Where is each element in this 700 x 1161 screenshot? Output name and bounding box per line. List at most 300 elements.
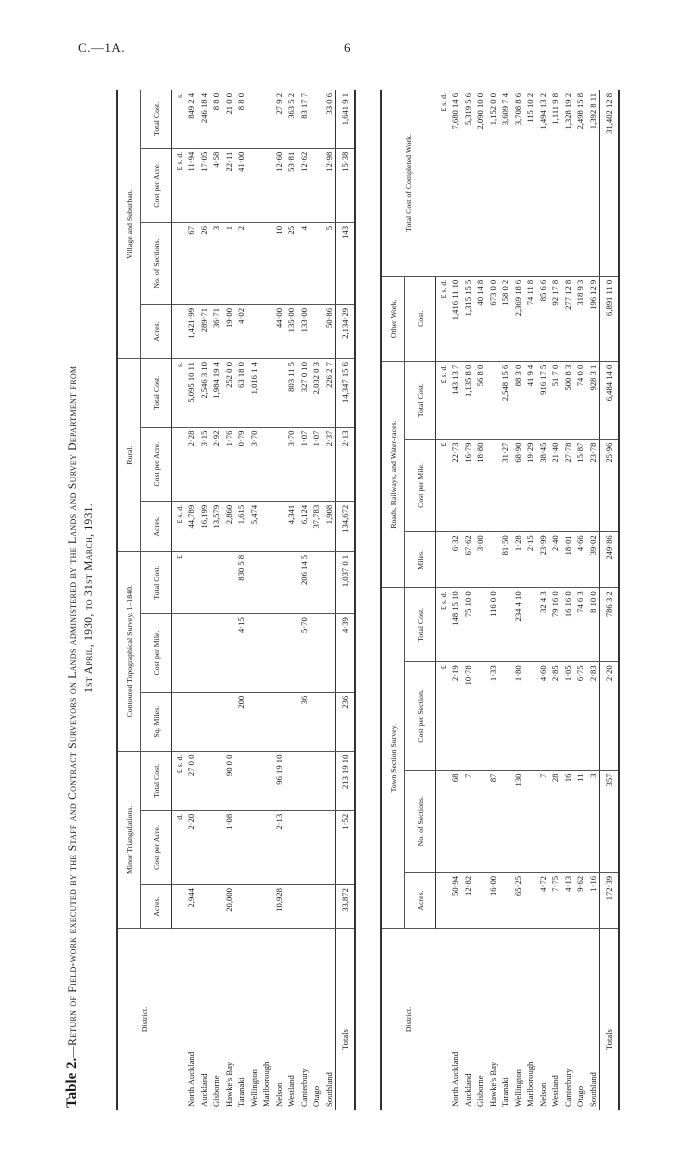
district-name: Southland <box>323 1072 334 1107</box>
table-cell <box>198 692 211 751</box>
table-cell: 3,609 7 4 <box>499 90 512 276</box>
table-cell: 2,860 <box>223 501 236 551</box>
unit-label: £ <box>172 551 186 613</box>
table-cell: 2,090 10 0 <box>474 90 487 276</box>
district-name: Taranaki <box>500 1077 510 1107</box>
table-cell: 92 17 8 <box>549 276 562 361</box>
table-cell: 2·40 <box>549 532 562 588</box>
table-cell: 65·25 <box>512 872 525 928</box>
table-cell: 115 10 2 <box>524 90 537 276</box>
table-cell: 75 10 0 <box>462 588 475 662</box>
district-name: Westland <box>286 1075 296 1107</box>
district-header: District. <box>404 1006 414 1033</box>
totals-cell: 2,134·29 <box>336 304 356 358</box>
totals-cell: 249·86 <box>600 532 620 588</box>
table-cell: 11·94 <box>185 148 198 222</box>
table-cell: 2·92 <box>210 427 223 501</box>
table-cell: 3·00 <box>474 532 487 588</box>
table-cell: 2,944 <box>185 885 198 929</box>
table-cell: 2·37 <box>323 427 336 501</box>
table-cell: 3,708 8 6 <box>512 90 525 276</box>
table-row <box>499 90 512 1110</box>
table-cell <box>285 614 298 693</box>
table-cell <box>210 810 223 884</box>
table-cell: 1·28 <box>512 532 525 588</box>
table-cell <box>298 885 311 929</box>
table-cell: 28 <box>549 770 562 872</box>
unit-label: £ s. d. <box>172 501 186 551</box>
table-cell: 8 8 0 <box>210 90 223 148</box>
table-cell: 19·00 <box>223 304 236 358</box>
table-cell: 289·71 <box>198 304 211 358</box>
table-cell: 7,680 14 6 <box>449 90 462 276</box>
table-cell: 1,315 15 5 <box>462 276 475 361</box>
table-cell: 21·40 <box>549 439 562 532</box>
table-cell <box>235 751 248 810</box>
col-total-cost: Total Cost. <box>141 551 172 613</box>
district-name: Hawke's Bay <box>487 1061 498 1107</box>
table-cell <box>310 614 323 693</box>
table-cell: 38·45 <box>537 439 550 532</box>
table-cell: 2·19 <box>449 662 462 770</box>
table-row <box>185 90 198 1110</box>
table-cell: 277 12 8 <box>562 276 575 361</box>
table-cell <box>248 885 261 929</box>
table-row <box>210 90 223 1110</box>
table-cell <box>499 588 512 662</box>
table-number: Table 2. <box>64 1057 80 1108</box>
table-cell <box>474 872 487 928</box>
page-number: 6 <box>344 40 351 55</box>
units-blank <box>436 929 450 1111</box>
col-cost: Cost. <box>405 276 436 361</box>
table-cell <box>260 90 273 148</box>
district-name: Nelson <box>537 1082 548 1107</box>
table-row <box>574 90 587 1110</box>
totals-cell: 4·39 <box>336 614 356 693</box>
table-cell <box>260 501 273 551</box>
totals-cell: 213 19 10 <box>336 751 356 810</box>
table-cell <box>198 614 211 693</box>
table-cell: 1,421·99 <box>185 304 198 358</box>
table-cell <box>310 692 323 751</box>
totals-cell: 134,672 <box>336 501 356 551</box>
table-cell: 10 <box>273 222 286 304</box>
district-name: Otago <box>575 1085 585 1107</box>
table-cell: 2,032 0 3 <box>310 359 323 428</box>
table-cell <box>185 692 198 751</box>
table-cell: 19·29 <box>524 439 537 532</box>
upper-table-totals <box>336 90 356 1110</box>
table-cell <box>235 810 248 884</box>
col-cost-per-mile: Cost per Mile. <box>405 439 436 532</box>
totals-cell: 25·96 <box>600 439 620 532</box>
table-cell: 67·62 <box>462 532 475 588</box>
table-cell: 916 17 5 <box>537 361 550 439</box>
unit-label: £ s. d. <box>172 751 186 810</box>
table-cell: 27 0 0 <box>185 751 198 810</box>
table-row <box>323 90 336 1110</box>
table-cell: 22·73 <box>449 439 462 532</box>
table-cell: 33 0 6 <box>323 90 336 148</box>
table-cell <box>310 222 323 304</box>
table-cell: 4·72 <box>537 872 550 928</box>
table-cell <box>323 551 336 613</box>
table-row <box>248 90 261 1110</box>
field-work-table-upper <box>116 90 356 1110</box>
col-total-cost: Total Cost. <box>405 588 436 662</box>
table-row <box>562 90 575 1110</box>
col-acres: Acres. <box>141 304 172 358</box>
table-cell <box>474 662 487 770</box>
table-cell: 27 9 2 <box>273 90 286 148</box>
table-cell <box>310 885 323 929</box>
table-cell: 4·60 <box>537 662 550 770</box>
col-acres: Acres. <box>405 872 436 928</box>
unit-label: s. <box>172 90 186 148</box>
table-cell: 88 3 0 <box>512 361 525 439</box>
col-total-cost: Total Cost. <box>405 361 436 439</box>
totals-row <box>336 90 356 1110</box>
table-cell <box>499 770 512 872</box>
table-cell: 200 <box>235 692 248 751</box>
table-cell: 74 6 3 <box>574 588 587 662</box>
table-cell: 17·05 <box>198 148 211 222</box>
table-cell: 148 15 10 <box>449 588 462 662</box>
table-row <box>235 90 248 1110</box>
table-row <box>298 90 311 1110</box>
table-cell: 130 <box>512 770 525 872</box>
table-cell <box>524 770 537 872</box>
table-cell <box>323 614 336 693</box>
unit-label: £ s. d. <box>436 588 450 662</box>
table-cell <box>487 361 500 439</box>
table-cell <box>310 751 323 810</box>
district-name: Westland <box>550 1075 560 1107</box>
col-miles: Miles. <box>405 532 436 588</box>
table-cell: 2 <box>235 222 248 304</box>
table-cell: 135·00 <box>285 304 298 358</box>
table-cell: 2,546 3 10 <box>198 359 211 428</box>
table-cell: 363 5 2 <box>285 90 298 148</box>
table-cell: 16 16 0 <box>562 588 575 662</box>
table-cell <box>198 885 211 929</box>
totals-cell: 1·52 <box>336 810 356 884</box>
district-name: Marlborough <box>261 1061 271 1107</box>
page-header <box>0 0 700 60</box>
title-line-2: 1st April, 1930, to 31st March, 1931. <box>83 503 95 693</box>
table-cell: 4·15 <box>235 614 248 693</box>
table-cell: 2·13 <box>273 810 286 884</box>
table-cell: 1,392 8 11 <box>587 90 600 276</box>
table-row <box>462 90 475 1110</box>
unit-label: £ s. d. <box>436 276 450 361</box>
totals-cell: 786 3 2 <box>600 588 620 662</box>
table-row <box>537 90 550 1110</box>
title-line-1: —Return of Field-work executed by the Staff and Contract Surveyors on Lands administered by the Lands and Survey Department from <box>67 365 79 1058</box>
col-cost-per-acre: Cost per Acre. <box>141 810 172 884</box>
table-cell: 4·13 <box>562 872 575 928</box>
table-cell: 12·62 <box>298 148 311 222</box>
table-cell <box>285 885 298 929</box>
table-cell: 252 0 0 <box>223 359 236 428</box>
table-cell <box>185 614 198 693</box>
table-cell: 5,319 5 6 <box>462 90 475 276</box>
totals-cell: 2·13 <box>336 427 356 501</box>
table-row <box>260 90 273 1110</box>
totals-cell: 14,347 15 6 <box>336 359 356 428</box>
table-cell <box>273 427 286 501</box>
totals-cell: 6,484 14 0 <box>600 361 620 439</box>
table-cell <box>310 90 323 148</box>
table-cell: 1,416 11 10 <box>449 276 462 361</box>
table-cell: 20,000 <box>223 885 236 929</box>
table-cell: 31·27 <box>499 439 512 532</box>
district-header: District. <box>140 1006 150 1033</box>
table-row <box>512 90 525 1110</box>
group-other-work: Other Work. <box>381 276 405 361</box>
totals-cell: 6,891 11 0 <box>600 276 620 361</box>
table-cell: 12·60 <box>273 148 286 222</box>
col-no-sections: No. of Sections. <box>141 222 172 304</box>
table-cell: 85 6 6 <box>537 276 550 361</box>
table-cell <box>273 614 286 693</box>
table-cell: 11 <box>574 770 587 872</box>
district-name: Auckland <box>198 1073 209 1107</box>
table-cell: 5 <box>323 222 336 304</box>
district-name: Nelson <box>273 1082 284 1107</box>
table-cell: 318 9 3 <box>574 276 587 361</box>
table-cell <box>248 614 261 693</box>
units-row <box>172 90 186 1110</box>
unit-label: s. <box>172 359 186 428</box>
table-cell: 2,369 18 6 <box>512 276 525 361</box>
col-total-cost: Total Cost. <box>141 359 172 428</box>
table-cell: 8 10 0 <box>587 588 600 662</box>
table-cell <box>323 810 336 884</box>
table-cell: 67 <box>185 222 198 304</box>
district-name: Gisborne <box>475 1075 485 1107</box>
district-name: Otago <box>311 1085 321 1107</box>
district-name: Marlborough <box>525 1061 535 1107</box>
table-cell <box>474 588 487 662</box>
table-cell: 830 5 8 <box>235 551 248 613</box>
table-cell <box>210 614 223 693</box>
table-cell <box>499 872 512 928</box>
table-cell <box>185 551 198 613</box>
table-cell: 10·78 <box>462 662 475 770</box>
group-contoured-topographical: Contoured Topographical Survey. 1–1840. <box>117 551 141 751</box>
table-cell: 12·82 <box>462 872 475 928</box>
table-cell <box>298 751 311 810</box>
table-cell: 849 2 4 <box>185 90 198 148</box>
district-name: Gisborne <box>211 1075 221 1107</box>
table-cell: 16·00 <box>487 872 500 928</box>
table-cell <box>223 551 236 613</box>
table-cell: 7·75 <box>549 872 562 928</box>
table-cell: 4·66 <box>574 532 587 588</box>
table-row <box>474 90 487 1110</box>
district-name: Wellington <box>248 1069 259 1107</box>
table-cell <box>310 810 323 884</box>
table-cell: 4·02 <box>235 304 248 358</box>
table-cell: 25 <box>285 222 298 304</box>
table-cell: 3 <box>587 770 600 872</box>
col-cost-per-acre: Cost per Acre. <box>141 148 172 222</box>
table-cell: 158 0 2 <box>499 276 512 361</box>
table-cell: 1·07 <box>310 427 323 501</box>
col-cost-per-acre: Cost per Acre. <box>141 427 172 501</box>
totals-label: Totals <box>336 929 356 1111</box>
table-cell <box>273 551 286 613</box>
table-row <box>587 90 600 1110</box>
table-cell: 6,124 <box>298 501 311 551</box>
table-cell <box>260 614 273 693</box>
table-cell: 116 0 0 <box>487 588 500 662</box>
table-cell: 673 0 0 <box>487 276 500 361</box>
table-cell: 0·79 <box>235 427 248 501</box>
unit-label <box>172 427 186 501</box>
totals-cell: 31,402 12 8 <box>600 90 620 276</box>
table-cell: 41·00 <box>235 148 248 222</box>
table-cell: 2·15 <box>524 532 537 588</box>
table-cell <box>210 551 223 613</box>
table-row <box>273 90 286 1110</box>
totals-cell: 143 <box>336 222 356 304</box>
table-cell <box>487 439 500 532</box>
table-cell: 196 12 9 <box>587 276 600 361</box>
table-cell: 44,789 <box>185 501 198 551</box>
unit-label: d. <box>172 810 186 884</box>
table-row <box>524 90 537 1110</box>
table-cell <box>323 885 336 929</box>
table-cell <box>248 304 261 358</box>
table-cell: 4 <box>298 222 311 304</box>
table-cell: 50·94 <box>449 872 462 928</box>
table-cell: 37,783 <box>310 501 323 551</box>
table-cell: 3·15 <box>198 427 211 501</box>
table-cell: 68 <box>449 770 462 872</box>
district-name: Auckland <box>462 1073 473 1107</box>
unit-label: £ <box>436 439 450 532</box>
table-cell: 13,579 <box>210 501 223 551</box>
table-cell <box>285 551 298 613</box>
table-cell <box>524 872 537 928</box>
table-cell <box>248 692 261 751</box>
table-cell: 16·79 <box>462 439 475 532</box>
table-cell <box>223 692 236 751</box>
table-cell <box>260 359 273 428</box>
table-cell <box>210 885 223 929</box>
table-cell: 3·70 <box>248 427 261 501</box>
table-cell: 44·00 <box>273 304 286 358</box>
table-cell: 74 0 0 <box>574 361 587 439</box>
table-cell: 83 17 7 <box>298 90 311 148</box>
table-cell <box>273 692 286 751</box>
table-cell <box>260 551 273 613</box>
table-cell: 5,474 <box>248 501 261 551</box>
table-cell: 40 14 8 <box>474 276 487 361</box>
table-cell <box>285 692 298 751</box>
table-cell <box>260 427 273 501</box>
unit-label <box>172 614 186 693</box>
district-name: Canterbury <box>298 1068 309 1107</box>
unit-label <box>172 304 186 358</box>
upper-table-body <box>172 90 336 1110</box>
col-total-cost: Total Cost. <box>141 751 172 810</box>
table-cell: 1·80 <box>512 662 525 770</box>
table-cell <box>273 501 286 551</box>
table-cell: 15·87 <box>574 439 587 532</box>
district-name: North Auckland <box>450 1051 460 1107</box>
table-cell: 234 4 10 <box>512 588 525 662</box>
table-cell: 9·62 <box>574 872 587 928</box>
table-cell: 7 <box>462 770 475 872</box>
table-cell <box>260 148 273 222</box>
table-cell: 1·05 <box>562 662 575 770</box>
table-cell <box>248 222 261 304</box>
unit-label: £ s. d. <box>436 361 450 439</box>
table-cell: 36 <box>298 692 311 751</box>
table-cell: 8 8 0 <box>235 90 248 148</box>
table-cell: 1·07 <box>298 427 311 501</box>
table-cell: 803 11 5 <box>285 359 298 428</box>
group-town-section: Town Section Survey. <box>381 588 405 929</box>
group-village-suburban: Village and Suburban. <box>117 90 141 359</box>
table-cell: 51 7 0 <box>549 361 562 439</box>
table-cell: 1·16 <box>587 872 600 928</box>
group-roads-railways: Roads, Railways, and Water-races. <box>381 361 405 588</box>
table-cell: 36·71 <box>210 304 223 358</box>
table-cell: 1,152 0 0 <box>487 90 500 276</box>
totals-cell: 172·39 <box>600 872 620 928</box>
table-cell: 10,928 <box>273 885 286 929</box>
table-cell: 79 16 0 <box>549 588 562 662</box>
district-name: Canterbury <box>562 1068 573 1107</box>
table-cell: 16 <box>562 770 575 872</box>
table-cell: 226 2 7 <box>323 359 336 428</box>
table-cell: 56 8 0 <box>474 361 487 439</box>
table-cell <box>285 810 298 884</box>
district-name: Hawke's Bay <box>223 1061 234 1107</box>
table-cell: 32 4 3 <box>537 588 550 662</box>
table-cell: 1 <box>223 222 236 304</box>
table-cell: 206 14 5 <box>298 551 311 613</box>
col-total-cost: Total Cost. <box>141 90 172 148</box>
table-cell: 50·86 <box>323 304 336 358</box>
table-cell: 928 3 1 <box>587 361 600 439</box>
table-cell <box>198 551 211 613</box>
table-cell: 18·80 <box>474 439 487 532</box>
table-cell: 500 8 3 <box>562 361 575 439</box>
table-cell: 74 11 8 <box>524 276 537 361</box>
col-no-sections: No. of Sections. <box>405 770 436 872</box>
table-title <box>64 88 110 1108</box>
table-cell <box>210 692 223 751</box>
table-cell <box>310 148 323 222</box>
district-name: Southland <box>587 1072 598 1107</box>
table-cell: 22·11 <box>223 148 236 222</box>
table-cell: 4,341 <box>285 501 298 551</box>
table-cell: 1,135 8 0 <box>462 361 475 439</box>
table-row <box>310 90 323 1110</box>
totals-cell: 357 <box>600 770 620 872</box>
table-cell: 6·75 <box>574 662 587 770</box>
unit-label <box>436 532 450 588</box>
table-cell: 81·50 <box>499 532 512 588</box>
table-cell: 4·58 <box>210 148 223 222</box>
table-cell: 1,615 <box>235 501 248 551</box>
